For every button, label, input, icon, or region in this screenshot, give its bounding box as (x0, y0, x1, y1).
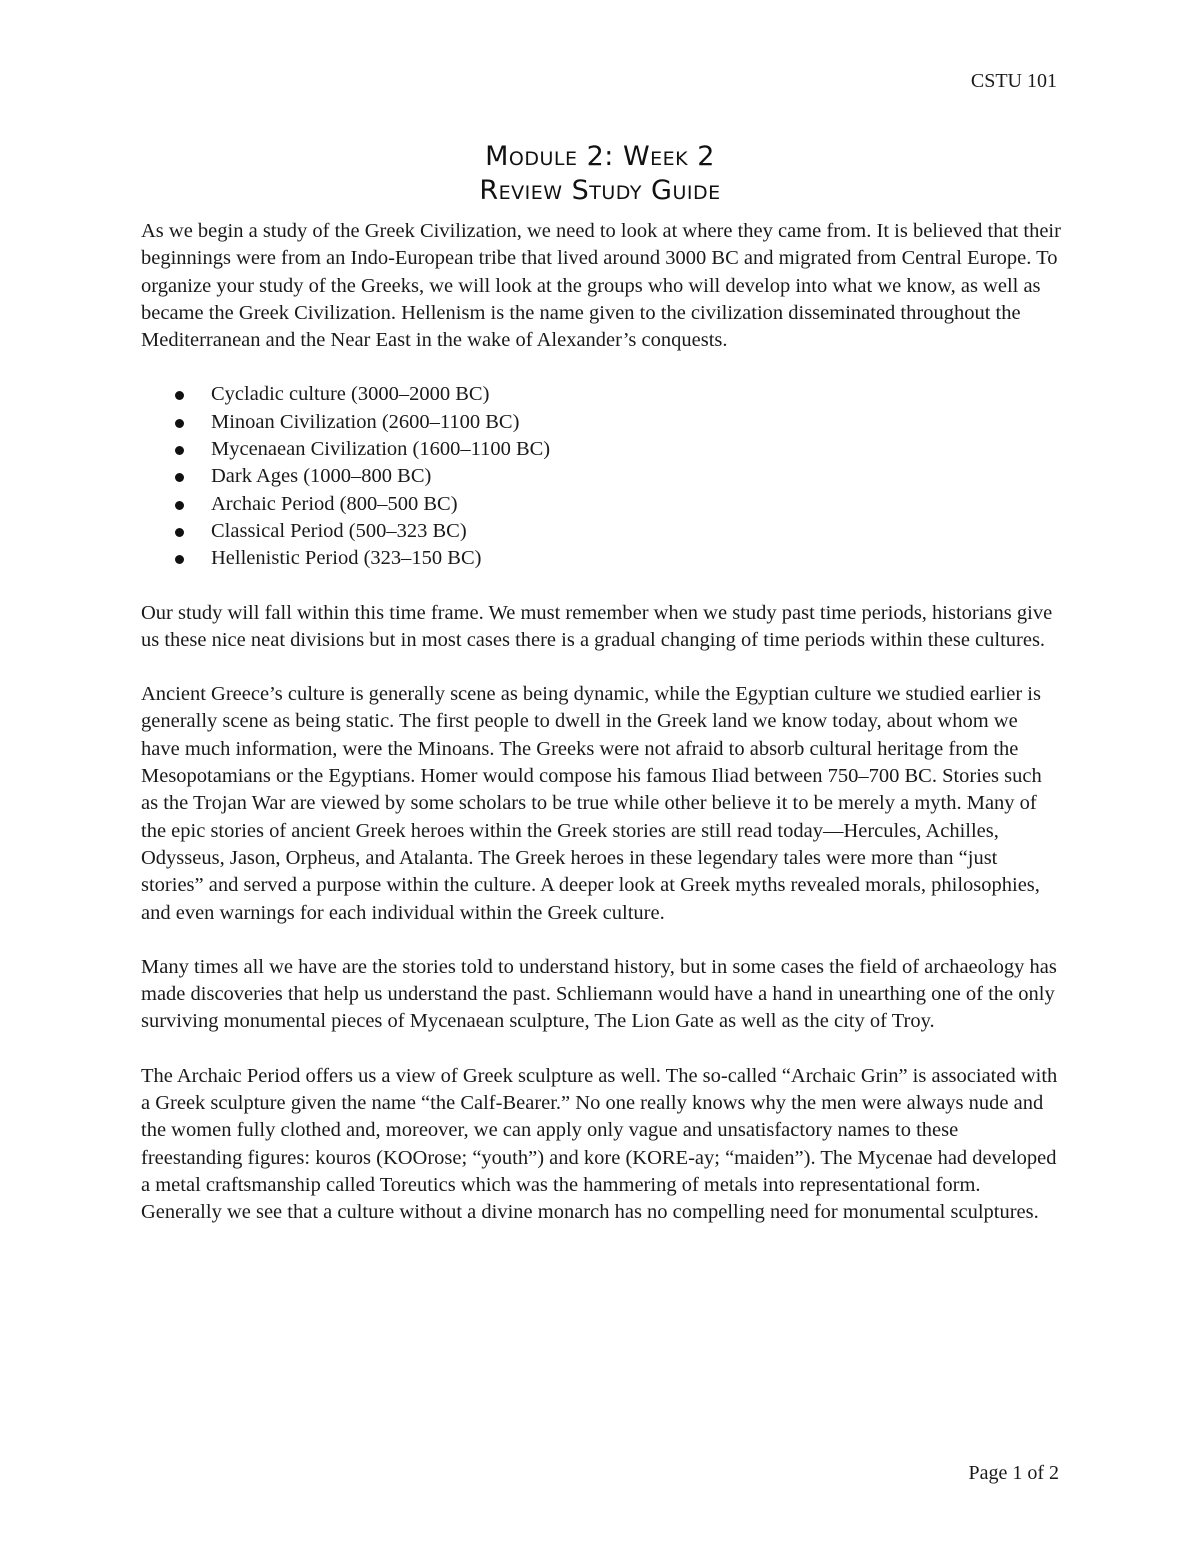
list-item (141, 518, 1061, 545)
list-item (141, 436, 1061, 463)
bullet-icon (175, 528, 184, 537)
period-list (141, 381, 1061, 572)
document-title (0, 140, 1200, 208)
body-paragraph-archaic-period: The Archaic Period offers us a view of Greek sculpture as well. The so-called “Archaic Grin” is associated with a Greek sculpture given the name “the Calf-Bearer.” No one really knows why the men were always nude and the women fully clothed and, moreover, we can apply only vague and unsatisfactory names to these freestanding figures: kouros (KOOrose; “youth”) and kore (KORE-ay; “maiden”). The Mycenae had developed a metal craftsmanship called Toreutics which was the hammering of metals into representational form. Generally we see that a culture without a divine monarch has no compelling need for monumental sculptures. (141, 1064, 1058, 1224)
list-item-text: Dark Ages (1000–800 BC) (211, 465, 432, 488)
list-item-text: Minoan Civilization (2600–1100 BC) (211, 410, 520, 433)
bullet-icon (175, 446, 184, 455)
body-paragraph-archaeology: Many times all we have are the stories told to understand history, but in some cases the field of archaeology has made discoveries that help us understand the past. Schliemann would have a hand in unearthing one of the only surviving monumental pieces of Mycenaean sculpture, The Lion Gate as well as the city of Troy. (141, 955, 1057, 1033)
list-item-text: Classical Period (500–323 BC) (211, 519, 467, 542)
list-item-text: Hellenistic Period (323–150 BC) (211, 547, 482, 570)
list-item (141, 491, 1061, 518)
list-item-text: Archaic Period (800–500 BC) (211, 492, 458, 515)
title-line-2: Review Study Guide (479, 175, 721, 206)
list-item (141, 545, 1061, 572)
bullet-icon (175, 501, 184, 510)
body-paragraph-ancient-greece: Ancient Greece’s culture is generally scene as being dynamic, while the Egyptian culture we studied earlier is generally scene as being static. The first people to dwell in the Greek land we know today, about whom we have much information, were the Minoans. The Greeks were not afraid to absorb cultural heritage from the Mesopotamians or the Egyptians. Homer would compose his famous Iliad between 750–700 BC. Stories such as the Trojan War are viewed by some scholars to be true while other believe it to be merely a myth. Many of the epic stories of ancient Greek heroes within the Greek stories are still read today—Hercules, Achilles, Odysseus, Jason, Orpheus, and Atalanta. The Greek heroes in these legendary tales were more than “just stories” and served a purpose within the culture. A deeper look at Greek myths revealed morals, philosophies, and even warnings for each individual within the Greek culture. (141, 683, 1042, 924)
intro-paragraph: As we begin a study of the Greek Civilization, we need to look at where they came from. It is believed that their beginnings were from an Indo-European tribe that lived around 3000 BC and migrated from Central Europe. To organize your study of the Greeks, we will look at the groups who will develop into what we know, as well as became the Greek Civilization. Hellenism is the name given to the civilization disseminated throughout the Mediterranean and the Near East in the wake of Alexander’s conquests. (141, 220, 1061, 352)
list-item (141, 463, 1061, 490)
list-item-text: Mycenaean Civilization (1600–1100 BC) (211, 438, 551, 461)
bullet-icon (175, 473, 184, 482)
document-body (141, 218, 1061, 1254)
bullet-icon (175, 419, 184, 428)
body-paragraph-timeframe: Our study will fall within this time frame. We must remember when we study past time periods, historians give us these nice neat divisions but in most cases there is a gradual changing of time periods within these cultures. (141, 601, 1053, 651)
list-item (141, 409, 1061, 436)
list-item (141, 381, 1061, 408)
course-code: CSTU 101 (970, 70, 1057, 92)
list-item-text: Cycladic culture (3000–2000 BC) (211, 383, 490, 406)
bullet-icon (175, 555, 184, 564)
bullet-icon (175, 391, 184, 400)
page-number: Page 1 of 2 (968, 1462, 1059, 1484)
title-line-1: Module 2: Week 2 (485, 141, 715, 172)
